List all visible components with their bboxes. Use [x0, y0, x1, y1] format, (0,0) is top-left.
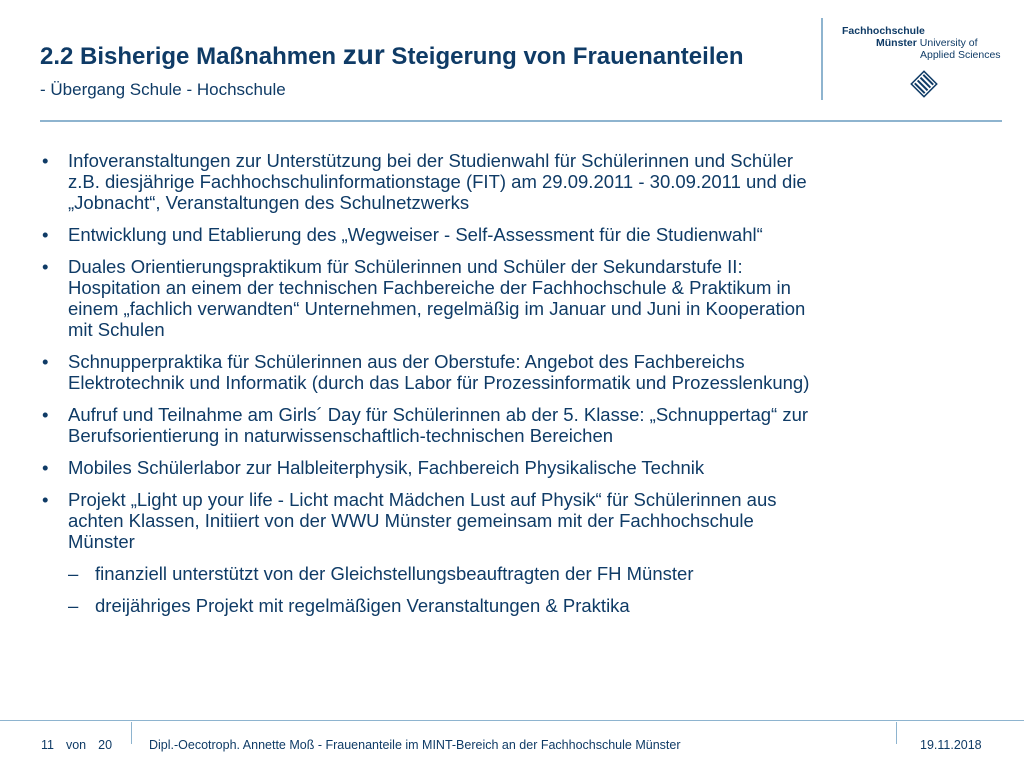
footer-page-number — [41, 738, 112, 752]
bullet-text-line: z.B. diesjährige Fachhochschulinformationstage (FIT) am 29.09.2011 - 30.09.2011 und die — [68, 171, 807, 192]
bullet-item — [40, 351, 990, 393]
bullet-marker: • — [42, 404, 49, 425]
bullet-text-line: Mobiles Schülerlabor zur Halbleiterphysik, Fachbereich Physikalische Technik — [68, 457, 705, 478]
bullet-list — [40, 150, 990, 616]
page-of: von — [65, 738, 87, 752]
bullet-marker: • — [42, 489, 49, 510]
dash-marker: – — [68, 563, 79, 584]
bullet-text-line: Hospitation an einem der technischen Fachbereiche der Fachhochschule & Praktikum in — [68, 277, 791, 298]
sub-bullet-item — [40, 595, 990, 616]
bullet-text-line: Projekt „Light up your life - Licht macht Mädchen Lust auf Physik“ für Schülerinnen aus — [68, 489, 777, 510]
sub-bullet-text: finanziell unterstützt von der Gleichstellungsbeauftragten der FH Münster — [95, 563, 694, 584]
title-part-3: Steigerung von Frauenanteilen — [384, 43, 744, 70]
footer-date: 19.11.2018 — [920, 738, 982, 752]
university-logo-text — [842, 25, 1012, 61]
bullet-text-line: Infoveranstaltungen zur Unterstützung bei der Studienwahl für Schülerinnen und Schüler — [68, 150, 794, 171]
bullet-item — [40, 404, 990, 446]
logo-line-3: Applied Sciences — [920, 49, 1001, 61]
bullet-item — [40, 224, 990, 245]
bullet-text-line: achten Klassen, Initiiert von der WWU Münster gemeinsam mit der Fachhochschule — [68, 510, 754, 531]
bullet-text-line: Elektrotechnik und Informatik (durch das Labor für Prozessinformatik und Prozesslenkung) — [68, 372, 810, 393]
bullet-text-line: Aufruf und Teilnahme am Girls´ Day für Schülerinnen ab der 5. Klasse: „Schnuppertag“ zur — [68, 404, 809, 425]
footer-author-title: Dipl.-Oecotroph. Annette Moß - Frauenanteile im MINT-Bereich an der Fachhochschule Münster — [149, 738, 681, 752]
title-part-2: zur — [342, 39, 385, 70]
bullet-marker: • — [42, 150, 49, 171]
page-total: 20 — [98, 738, 113, 752]
slide-title-block — [40, 40, 820, 100]
bullet-text-line: „Jobnacht“, Veranstaltungen des Schulnetzwerks — [68, 192, 470, 213]
page-current: 11 — [41, 738, 54, 752]
footer-separator-2 — [896, 722, 897, 744]
logo-line-2b: University of — [919, 37, 978, 49]
university-logo-icon — [910, 70, 938, 98]
bullet-text-line: Duales Orientierungspraktikum für Schülerinnen und Schüler der Sekundarstufe II: — [68, 256, 743, 277]
bullet-marker: • — [42, 224, 49, 245]
title-part-1: 2.2 Bisherige Maßnahmen — [40, 43, 343, 70]
bullet-text-line: Schnupperpraktika für Schülerinnen aus der Oberstufe: Angebot des Fachbereichs — [68, 351, 745, 372]
bullet-marker: • — [42, 256, 49, 277]
bullet-text-line: Berufsorientierung in naturwissenschaftlich-technischen Bereichen — [68, 425, 614, 446]
bullet-item — [40, 457, 990, 478]
bullet-item — [40, 256, 990, 340]
slide-title — [40, 40, 820, 72]
bullet-text-line: einem „fachlich verwandten“ Unternehmen, regelmäßig im Januar und Juni in Kooperation — [68, 298, 806, 319]
logo-line-1: Fachhochschule — [842, 25, 925, 37]
header-divider-vertical — [821, 18, 823, 100]
sub-bullet-text: dreijähriges Projekt mit regelmäßigen Veranstaltungen & Praktika — [95, 595, 630, 616]
bullet-text-line: Entwicklung und Etablierung des „Wegweiser - Self-Assessment für die Studienwahl“ — [68, 224, 763, 245]
bullet-marker: • — [42, 351, 49, 372]
footer-divider — [0, 720, 1024, 721]
bullet-text-line: mit Schulen — [68, 319, 165, 340]
logo-line-2 — [842, 37, 1012, 49]
bullet-marker: • — [42, 457, 49, 478]
bullet-text-line: Münster — [68, 531, 135, 552]
logo-line-2a: Münster — [876, 37, 917, 49]
sub-bullet-item — [40, 563, 990, 584]
header-divider-horizontal — [40, 120, 1002, 122]
bullet-item — [40, 150, 990, 213]
dash-marker: – — [68, 595, 79, 616]
bullet-item — [40, 489, 990, 552]
bullet-content — [40, 150, 990, 627]
slide-subtitle: - Übergang Schule - Hochschule — [40, 80, 286, 99]
footer-separator-1 — [131, 722, 132, 744]
